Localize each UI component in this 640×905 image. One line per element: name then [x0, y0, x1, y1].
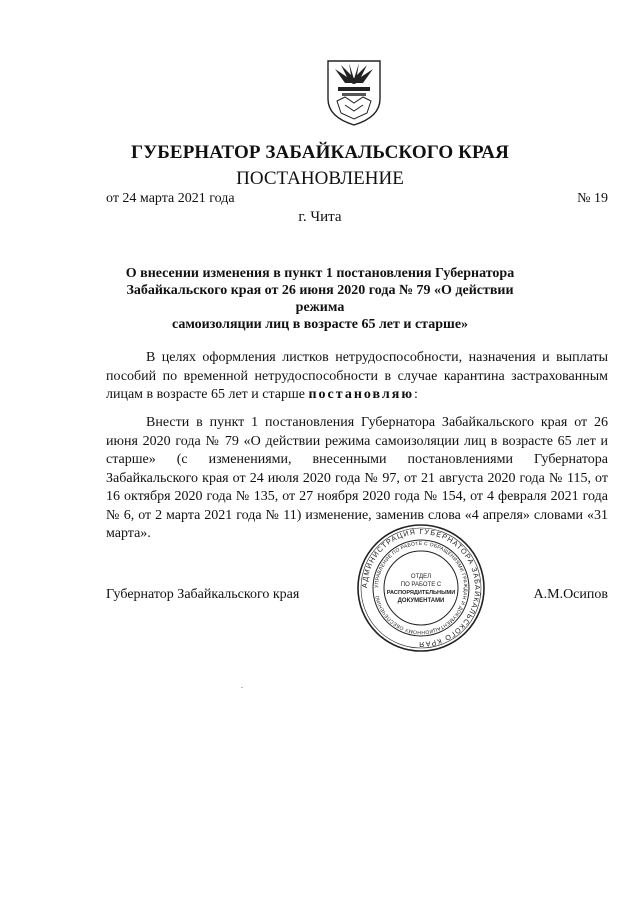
title-line: самоизоляции лиц в возрасте 65 лет и старше»: [171, 317, 469, 332]
preamble-paragraph: [106, 349, 608, 405]
scan-speck: [241, 687, 243, 688]
decree-keyword: постановляю: [308, 387, 415, 402]
title-line: О внесении изменения в пункт 1 постановления Губернатора: [125, 266, 515, 281]
authority-heading: ГУБЕРНАТОР ЗАБАЙКАЛЬСКОГО КРАЯ: [131, 142, 509, 163]
stamp-center-line: ДОКУМЕНТАМИ: [397, 598, 445, 604]
document-type: ПОСТАНОВЛЕНИЕ: [236, 168, 404, 189]
signatory-title: Губернатор Забайкальского края: [106, 587, 300, 602]
stamp-center-line: ПО РАБОТЕ С: [400, 582, 442, 588]
document-number: № 19: [577, 191, 608, 206]
stamp-outer-text: АДМИНИСТРАЦИЯ ГУБЕРНАТОРА ЗАБАЙКАЛЬСКОГО КРАЯ: [359, 526, 483, 650]
coat-of-arms-icon: [325, 55, 383, 127]
document-date: от 24 марта 2021 года: [106, 191, 235, 206]
signatory-name: А.М.Осипов: [533, 587, 608, 602]
stamp-inner-text: УПРАВЛЕНИЕ ПО РАБОТЕ С ОБРАЩЕНИЯМИ ГРАЖДАН И ДОКУМЕНТАЦИОННОМУ ОБЕСПЕЧЕНИЮ: [373, 540, 469, 636]
title-line: Забайкальского края от 26 июня 2020 года № 79 «О действии режима: [126, 283, 514, 315]
official-stamp: [356, 523, 486, 653]
amendment-paragraph: Внести в пункт 1 постановления Губернатора Забайкальского края от 26 июня 2020 года № 79 «О действии режима самоизоляции лиц в возрасте 65 лет и старше» (с изменениями, внесенными постановлениями Губернатора Забайкальского края от 24 июля 2020 года № 97, от 21 августа 2020 года № 115, от 16 октября 2020 года № 135, от 27 ноября 2020 года № 154, от 4 февраля 2021 года № 6, от 2 марта 2021 года № 11) изменение, заменив слова «4 апреля» словами «31 марта».: [106, 415, 608, 541]
document-title: [110, 265, 530, 333]
svg-text:УПРАВЛЕНИЕ ПО РАБОТЕ С ОБРАЩЕН: [374, 541, 468, 635]
document-city: г. Чита: [298, 209, 342, 225]
preamble-end: :: [414, 387, 418, 402]
stamp-center-line: ОТДЕЛ: [410, 574, 432, 580]
stamp-center-line: РАСПОРЯДИТЕЛЬНЫМИ: [386, 590, 456, 596]
preamble-text: В целях оформления листков нетрудоспособности, назначения и выплаты пособий по временной нетрудоспособности в случае карантина застрахованным лицам в возрасте 65 лет и старше: [106, 350, 608, 402]
